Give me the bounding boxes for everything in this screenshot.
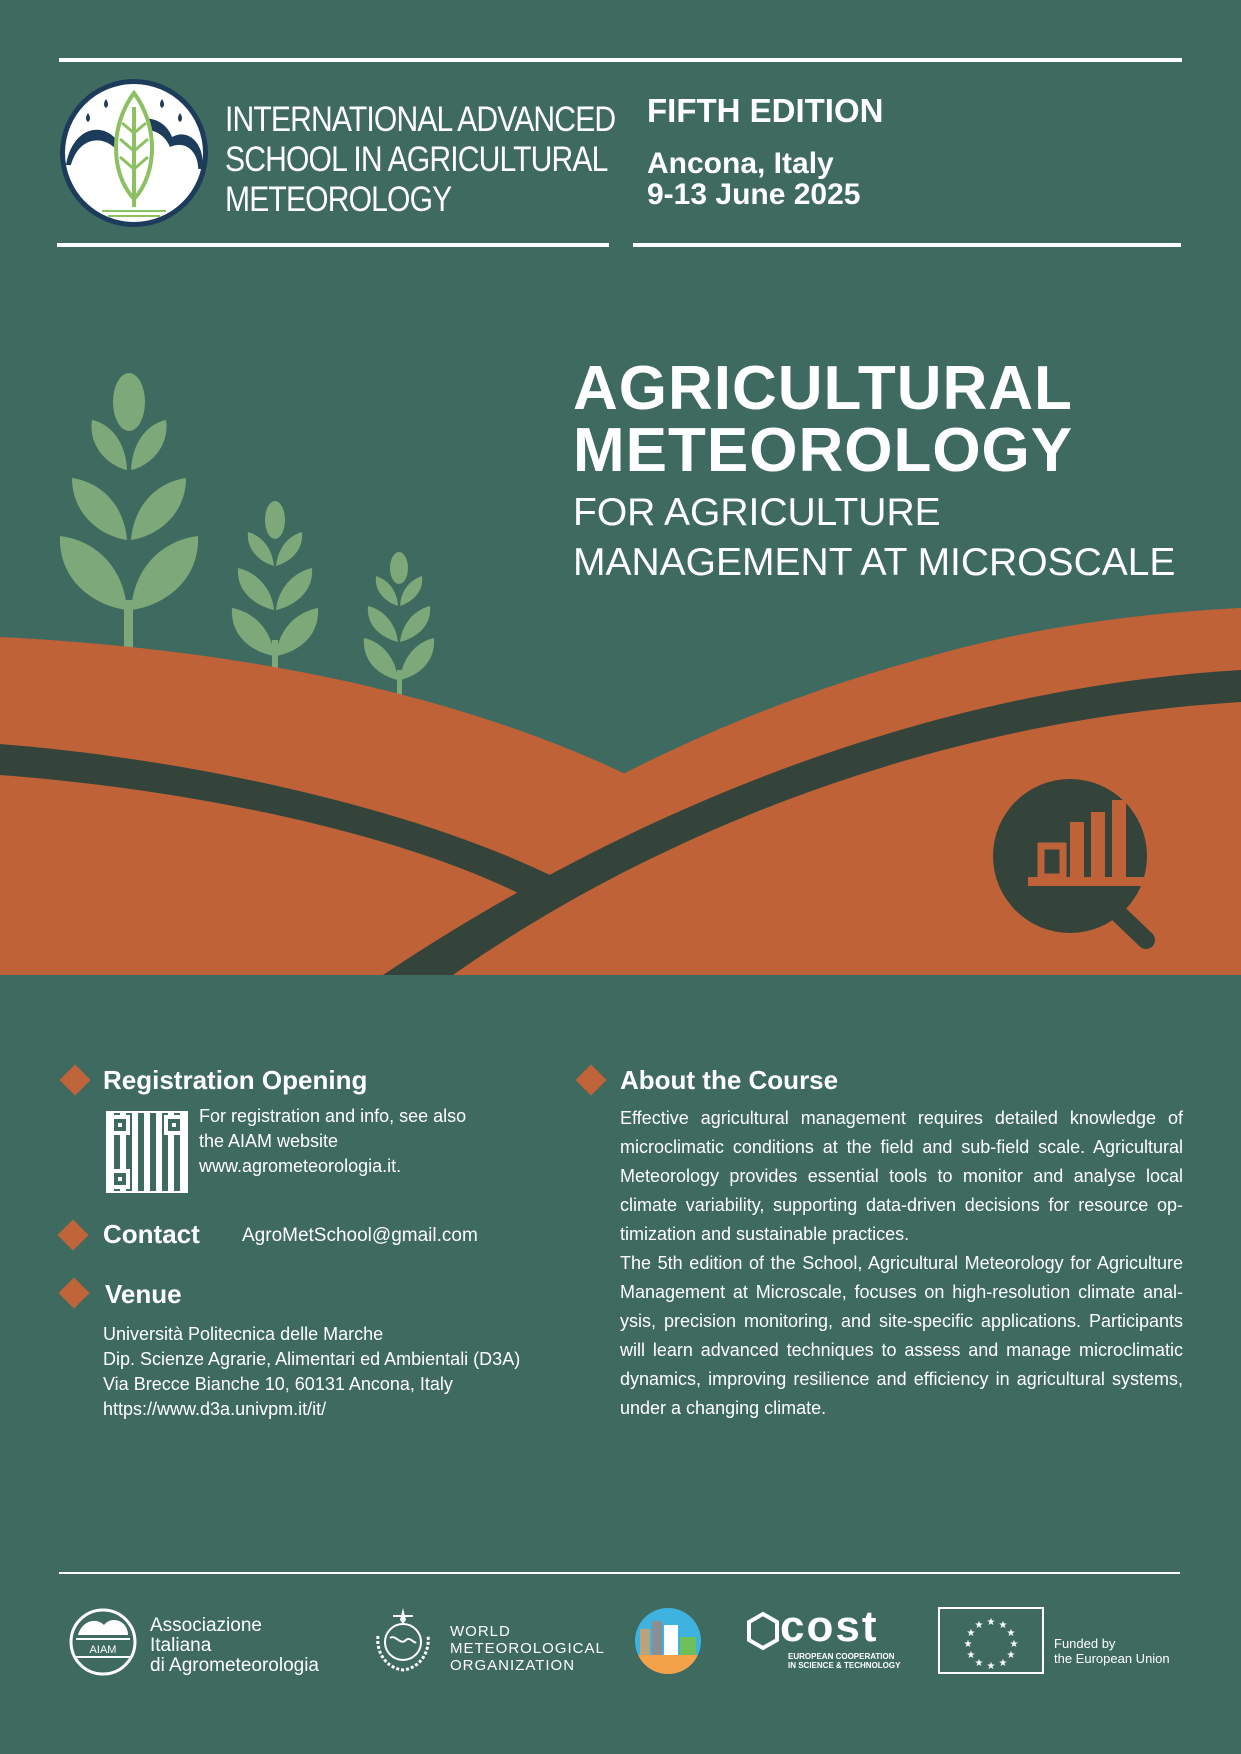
header-bottom-rule-left [57, 243, 609, 247]
diamond-bullet-icon [58, 1277, 89, 1308]
about-paragraph-2: The 5th edition of the School, Agricultural Meteorology for Agriculture Management at Microscale, focuses on high-resolution climate analysis, precision monitoring, and site-specific applications. Participants will learn advanced techniques to assess and manage microclimatic dynamics, improving resilience and efficiency in agricultural systems, under a changing climate. [620, 1253, 1183, 1418]
venue-heading: Venue [105, 1279, 182, 1309]
field-right-top [600, 608, 1241, 975]
about-body [620, 1104, 1183, 1423]
about-paragraph-1: Effective agricultural management requires detailed knowledge of microclimatic conditions at the field and sub-field scale. Agricultural Meteorology provides essential tools to monitor and analyse local climate variability, supporting data-driven decisions for resource optimization and sustainable practices. [620, 1108, 1183, 1244]
svg-text:★: ★ [974, 1658, 984, 1669]
svg-text:★: ★ [998, 1658, 1008, 1669]
course-title [573, 354, 1074, 485]
registration-line1: For registration and info, see also [199, 1106, 467, 1126]
eu-flag [938, 1607, 1044, 1674]
course-subtitle [573, 488, 1175, 588]
eu-funding-text [1054, 1636, 1170, 1666]
school-logo-icon [58, 77, 210, 229]
svg-text:★: ★ [1006, 1628, 1016, 1639]
header-bottom-rule-right [633, 243, 1181, 247]
aiam-line1: Associazione [150, 1615, 262, 1636]
wheat-icon-large [60, 373, 198, 650]
diamond-bullet-icon [59, 1064, 90, 1095]
cost-line2: IN SCIENCE & TECHNOLOGY [788, 1661, 901, 1670]
cost-logo-text: cost [780, 1602, 879, 1651]
wmo-line2: METEOROLOGICAL [450, 1640, 605, 1657]
school-name-line1: INTERNATIONAL ADVANCED [225, 100, 616, 139]
svg-text:★: ★ [966, 1650, 976, 1661]
contact-heading: Contact [103, 1219, 200, 1249]
aiam-logo-text: AIAM [89, 1644, 117, 1656]
aiam-logo-icon [68, 1607, 138, 1677]
school-name-line2: SCHOOL IN AGRICULTURAL [225, 140, 608, 179]
wheat-icon-medium [232, 501, 318, 676]
eu-stars-icon [940, 1609, 1042, 1672]
aiam-name [150, 1616, 319, 1676]
eu-line2: the European Union [1054, 1651, 1170, 1666]
venue-website-link[interactable]: https://www.d3a.univpm.it/it/ [103, 1399, 327, 1419]
wheat-icon-small [364, 552, 434, 704]
venue-line1: Università Politecnica delle Marche [103, 1324, 384, 1344]
course-subtitle-line1: FOR AGRICULTURE [573, 491, 941, 534]
svg-text:★: ★ [1006, 1650, 1016, 1661]
event-location: Ancona, Italy [647, 147, 834, 180]
aiam-line2: Italiana [150, 1635, 212, 1656]
school-name [225, 100, 616, 220]
registration-info [199, 1104, 519, 1179]
svg-text:★: ★ [986, 1617, 996, 1628]
diamond-bullet-icon [575, 1064, 606, 1095]
contact-email-link[interactable]: AgroMetSchool@gmail.com [242, 1225, 478, 1246]
svg-text:★: ★ [1009, 1639, 1019, 1650]
venue-line2: Dip. Scienze Agrarie, Alimentari ed Ambientali (D3A) [103, 1349, 521, 1369]
course-title-line2: METEOROLOGY [573, 416, 1074, 485]
header-top-rule [59, 58, 1182, 62]
course-subtitle-line2: MANAGEMENT AT MICROSCALE [573, 541, 1176, 584]
qr-code-icon[interactable] [106, 1111, 188, 1193]
event-dates: 9-13 June 2025 [647, 178, 861, 211]
footer-rule [59, 1572, 1180, 1574]
wmo-line1: WORLD [450, 1623, 511, 1640]
svg-text:★: ★ [998, 1620, 1008, 1631]
cost-hexagon-icon [746, 1611, 780, 1651]
registration-website-link[interactable]: www.agrometeorologia.it. [199, 1156, 402, 1176]
eu-line1: Funded by [1054, 1636, 1116, 1651]
registration-heading: Registration Opening [103, 1065, 368, 1095]
course-title-line1: AGRICULTURAL [573, 354, 1073, 423]
venue-address [103, 1322, 520, 1422]
diamond-bullet-icon [57, 1219, 88, 1250]
svg-text:★: ★ [986, 1661, 996, 1672]
registration-line2: the AIAM website [199, 1131, 339, 1151]
event-place-dates [647, 148, 860, 210]
about-heading: About the Course [620, 1065, 839, 1095]
school-name-line3: METEOROLOGY [225, 180, 452, 219]
aiam-line3: di Agrometeorologia [150, 1655, 319, 1676]
svg-text:★: ★ [974, 1620, 984, 1631]
wmo-emblem-icon [370, 1606, 436, 1676]
wmo-name [450, 1623, 605, 1674]
svg-text:★: ★ [963, 1639, 973, 1650]
svg-text:★: ★ [966, 1628, 976, 1639]
cost-line1: EUROPEAN COOPERATION [788, 1652, 895, 1661]
edition-label: FIFTH EDITION [647, 92, 884, 129]
school-partner-logo-icon [634, 1607, 702, 1675]
venue-line3: Via Brecce Bianche 10, 60131 Ancona, Italy [103, 1374, 453, 1394]
wmo-line3: ORGANIZATION [450, 1657, 576, 1674]
